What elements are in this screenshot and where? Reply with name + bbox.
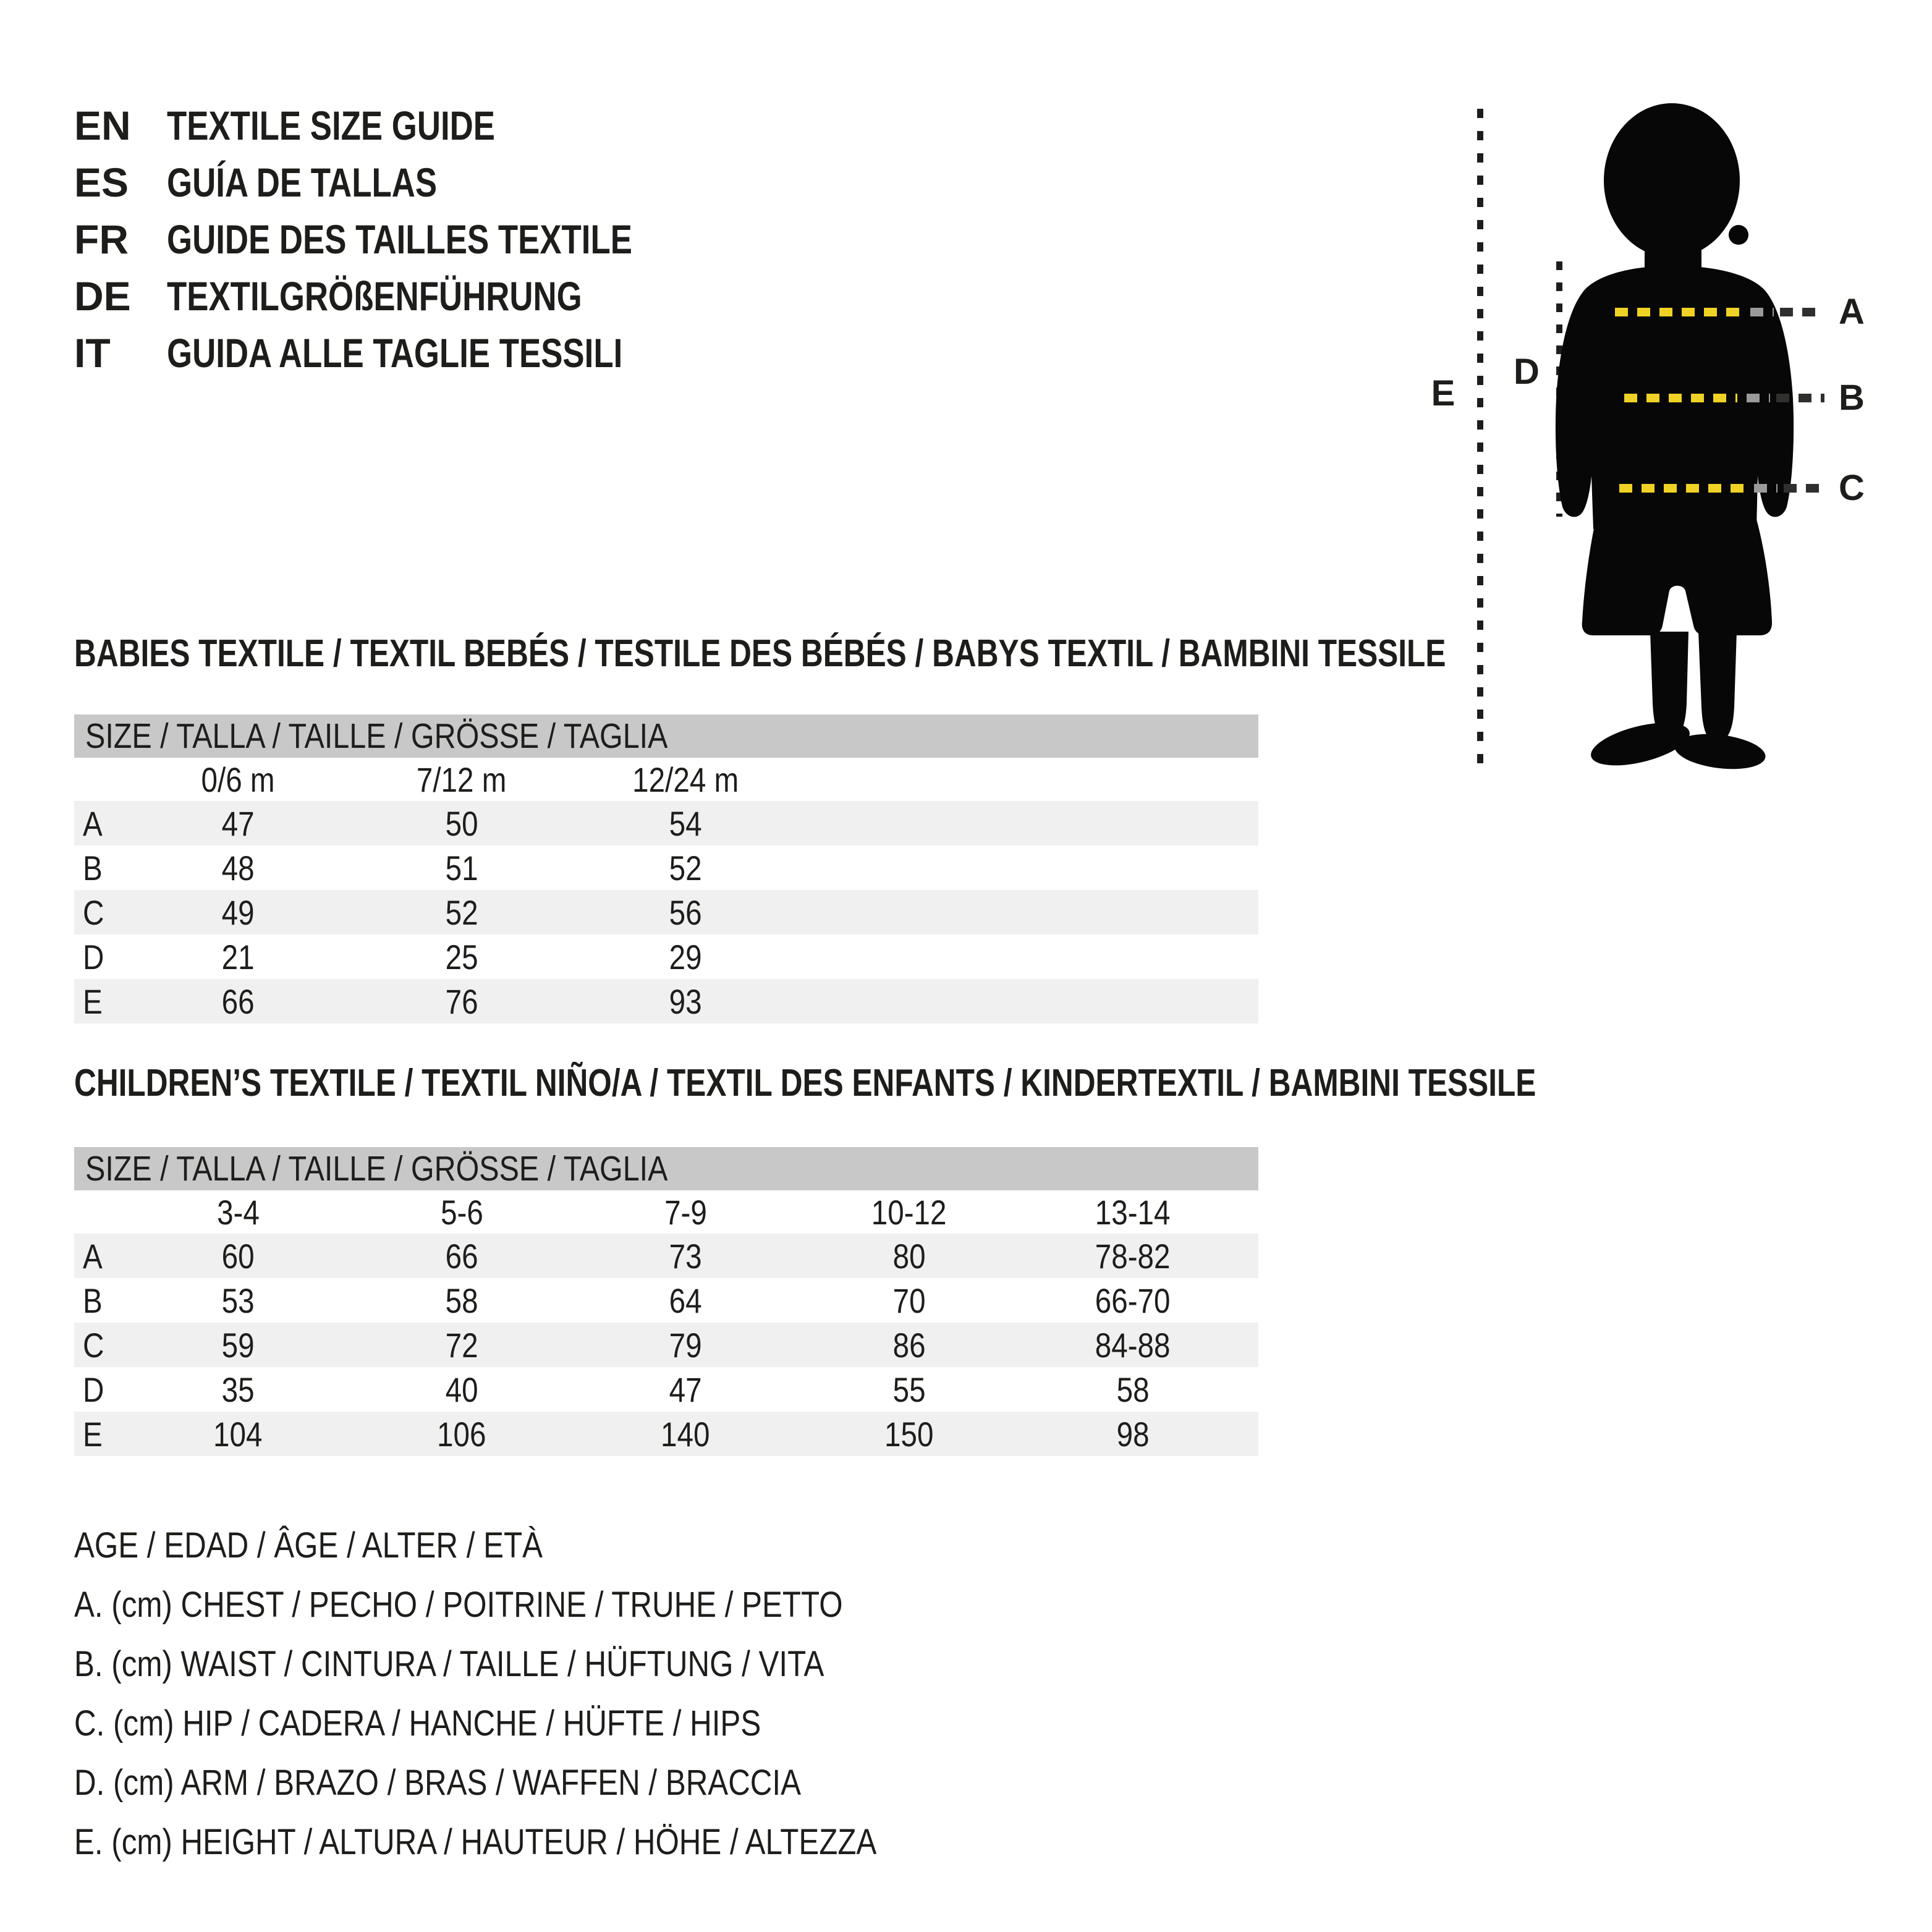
cell: 66 <box>221 981 255 1021</box>
children-size-table <box>74 1147 1258 1456</box>
cell: 25 <box>445 937 478 977</box>
row-label: D <box>83 937 104 977</box>
cell: 53 <box>221 1281 255 1320</box>
cell: 56 <box>669 892 702 932</box>
babies-table-header-bar: SIZE / TALLA / TAILLE / GRÖSSE / TAGLIA <box>74 714 1258 758</box>
cell: 52 <box>669 848 702 888</box>
cell: 106 <box>437 1414 486 1454</box>
language-code: DE <box>74 273 131 319</box>
language-row-it <box>74 324 748 381</box>
language-code: ES <box>74 159 129 205</box>
cell: 35 <box>221 1370 255 1409</box>
guide-title-de: TEXTILGRÖßENFÜHRUNG <box>167 273 582 319</box>
cell: 47 <box>221 803 255 843</box>
measurement-legend <box>74 1515 1019 1871</box>
cell: 49 <box>221 892 255 932</box>
cell: 70 <box>892 1281 926 1320</box>
column-header: 5-6 <box>440 1192 483 1232</box>
cell: 73 <box>669 1236 702 1276</box>
column-header: 12/24 m <box>632 760 739 799</box>
cell: 93 <box>669 981 702 1021</box>
language-code: IT <box>74 330 111 376</box>
table-row-d <box>74 934 1258 979</box>
cell: 40 <box>445 1370 478 1409</box>
column-header: 3-4 <box>216 1192 260 1232</box>
figure-label-c: C <box>1839 468 1865 508</box>
column-header: 13-14 <box>1095 1192 1171 1232</box>
cell: 84-88 <box>1095 1325 1171 1365</box>
language-row-en <box>74 97 748 154</box>
cell: 58 <box>445 1281 478 1320</box>
cell: 29 <box>669 937 702 977</box>
language-row-es <box>74 154 748 211</box>
language-row-fr <box>74 211 748 268</box>
row-label: A <box>83 803 103 843</box>
babies-section-title: BABIES TEXTILE / TEXTIL BEBÉS / TESTILE DES BÉBÉS / BABYS TEXTIL / BAMBINI TESSILE <box>74 632 1446 675</box>
table-row-b <box>74 1278 1258 1323</box>
cell: 21 <box>221 937 255 977</box>
figure-label-a: A <box>1839 292 1865 332</box>
table-row-c <box>74 1323 1258 1367</box>
row-label: E <box>83 981 103 1021</box>
table-row-b <box>74 845 1258 890</box>
column-header: 10-12 <box>871 1192 947 1232</box>
cell: 86 <box>892 1325 926 1365</box>
row-label: E <box>83 1414 103 1454</box>
table-row-a <box>74 1234 1258 1278</box>
row-label: D <box>83 1370 104 1409</box>
cell: 50 <box>445 803 478 843</box>
legend-waist-line: B. (cm) WAIST / CINTURA / TAILLE / HÜFTUNG / VITA <box>74 1643 824 1684</box>
cell: 59 <box>221 1325 255 1365</box>
cell: 78-82 <box>1095 1236 1171 1276</box>
legend-arm-line: D. (cm) ARM / BRAZO / BRAS / WAFFEN / BRACCIA <box>74 1762 801 1803</box>
table-row-d <box>74 1367 1258 1412</box>
guide-title-en: TEXTILE SIZE GUIDE <box>167 103 495 148</box>
row-label: C <box>83 1325 104 1365</box>
column-header: 7/12 m <box>417 760 507 799</box>
babies-column-header-row <box>74 758 1258 801</box>
cell: 80 <box>892 1236 926 1276</box>
guide-title-fr: GUIDE DES TAILLES TEXTILE <box>167 216 632 262</box>
language-title-list <box>74 97 748 381</box>
figure-label-d: D <box>1514 352 1540 392</box>
legend-hip-line: C. (cm) HIP / CADERA / HANCHE / HÜFTE / HIPS <box>74 1703 761 1743</box>
table-row-c <box>74 890 1258 934</box>
cell: 98 <box>1116 1414 1150 1454</box>
cell: 47 <box>669 1370 702 1409</box>
legend-chest-line: A. (cm) CHEST / PECHO / POITRINE / TRUHE / PETTO <box>74 1584 843 1625</box>
cell: 55 <box>892 1370 926 1409</box>
cell: 60 <box>221 1236 255 1276</box>
babies-size-table <box>74 714 1258 1023</box>
cell: 104 <box>213 1414 263 1454</box>
row-label: B <box>83 1281 103 1320</box>
children-column-header-row <box>74 1190 1258 1234</box>
figure-label-b: B <box>1839 378 1865 418</box>
table-row-e <box>74 979 1258 1023</box>
guide-title-it: GUIDA ALLE TAGLIE TESSILI <box>167 330 623 376</box>
table-row-a <box>74 801 1258 845</box>
legend-height-line: E. (cm) HEIGHT / ALTURA / HAUTEUR / HÖHE / ALTEZZA <box>74 1821 877 1862</box>
legend-age-line: AGE / EDAD / ÂGE / ALTER / ETÀ <box>74 1525 543 1566</box>
cell: 66-70 <box>1095 1281 1171 1320</box>
cell: 52 <box>445 892 478 932</box>
figure-label-e: E <box>1431 373 1455 413</box>
language-code: EN <box>74 103 131 148</box>
cell: 150 <box>884 1414 934 1454</box>
guide-title-es: GUÍA DE TALLAS <box>167 159 438 205</box>
cell: 58 <box>1116 1370 1150 1409</box>
children-section-title: CHILDREN’S TEXTILE / TEXTIL NIÑO/A / TEXTIL DES ENFANTS / KINDERTEXTIL / BAMBINI TESSILE <box>74 1062 1536 1104</box>
cell: 72 <box>445 1325 478 1365</box>
column-header: 7-9 <box>664 1192 707 1232</box>
cell: 48 <box>221 848 255 888</box>
cell: 51 <box>445 848 478 888</box>
cell: 79 <box>669 1325 702 1365</box>
child-measurement-figure <box>1409 80 1904 797</box>
language-row-de <box>74 268 748 324</box>
column-header: 0/6 m <box>201 760 275 799</box>
row-label: B <box>83 848 103 888</box>
table-row-e <box>74 1412 1258 1456</box>
cell: 76 <box>445 981 478 1021</box>
cell: 64 <box>669 1281 702 1320</box>
cell: 140 <box>661 1414 710 1454</box>
row-label: C <box>83 892 104 932</box>
cell: 54 <box>669 803 702 843</box>
children-table-header-bar: SIZE / TALLA / TAILLE / GRÖSSE / TAGLIA <box>74 1147 1258 1190</box>
row-label: A <box>83 1236 103 1276</box>
cell: 66 <box>445 1236 478 1276</box>
language-code: FR <box>74 216 129 262</box>
